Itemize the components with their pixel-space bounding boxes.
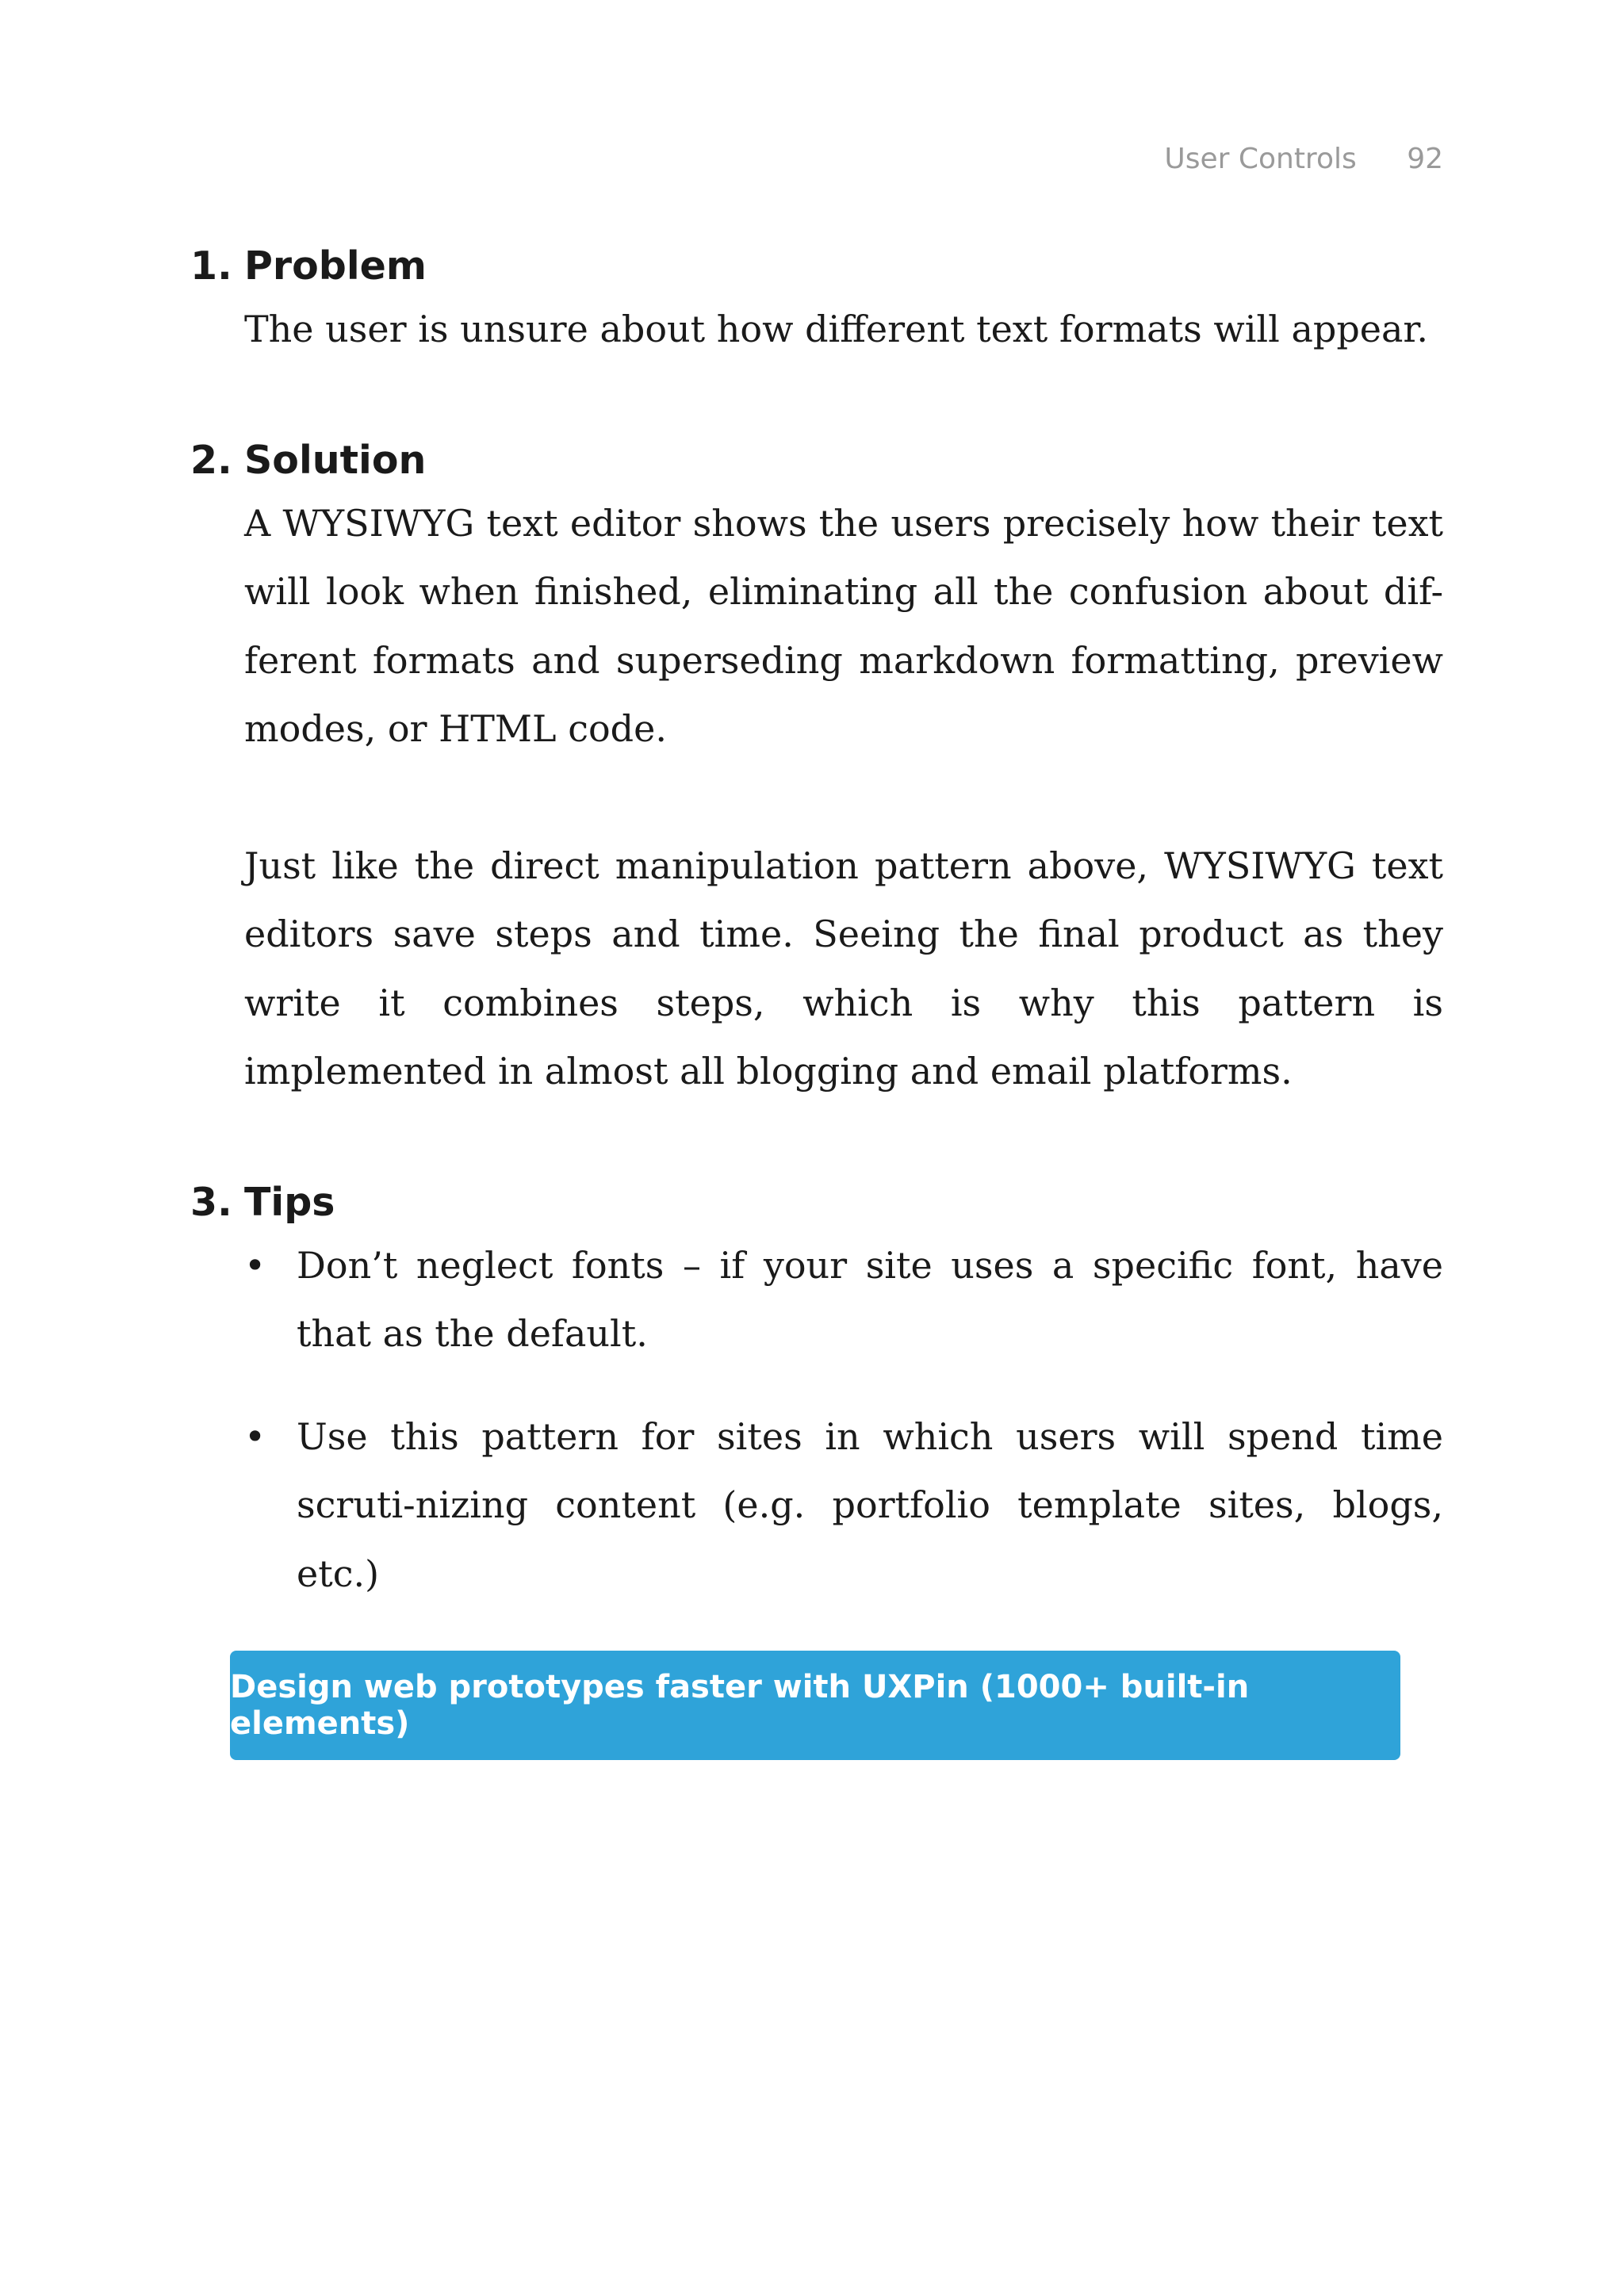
section-title: Problem [244, 243, 427, 289]
section-number: 3. [190, 1179, 232, 1225]
cta-label: Design web prototypes faster with UXPin (1000+ built-in elements) [230, 1669, 1250, 1742]
running-header [1164, 143, 1443, 175]
section-heading-solution [190, 432, 1443, 489]
bullet-icon: • [244, 1243, 266, 1287]
page-number: 92 [1407, 143, 1443, 175]
section-title: Tips [244, 1179, 335, 1225]
section-title: Solution [244, 437, 427, 483]
tip-text: Don’t neglect fonts – if your site uses a specific font, have that as the default. [297, 1243, 1443, 1355]
section-heading-tips [190, 1174, 1443, 1231]
problem-paragraph: The user is unsure about how different text formats will appear. [244, 308, 1428, 350]
section-heading-problem [190, 238, 1443, 295]
tips-list [244, 1231, 1443, 1609]
uxpin-cta-button[interactable] [230, 1651, 1400, 1760]
tip-text: Use this pattern for sites in which users will spend time scruti-nizing content (e.g. portfolio template sites, blogs, etc.) [297, 1414, 1443, 1595]
page-content [190, 238, 1443, 1642]
section-number: 1. [190, 243, 232, 289]
bullet-icon: • [244, 1414, 266, 1458]
header-section-title: User Controls [1164, 143, 1357, 175]
list-item [244, 1231, 1443, 1368]
list-item [244, 1402, 1443, 1609]
solution-paragraph-2: Just like the direct manipulation pattern above, WYSIWYG text editors save steps and time. Seeing the final product as they write it combines steps, which is why this pattern is implemented in almost all blogging and email platforms. [244, 844, 1443, 1093]
solution-paragraph-1: A WYSIWYG text editor shows the users precisely how their text will look when finished, eliminating all the confusion about dif-ferent formats and superseding markdown formatting, preview modes, or HTML code. [244, 501, 1443, 750]
section-number: 2. [190, 437, 232, 483]
